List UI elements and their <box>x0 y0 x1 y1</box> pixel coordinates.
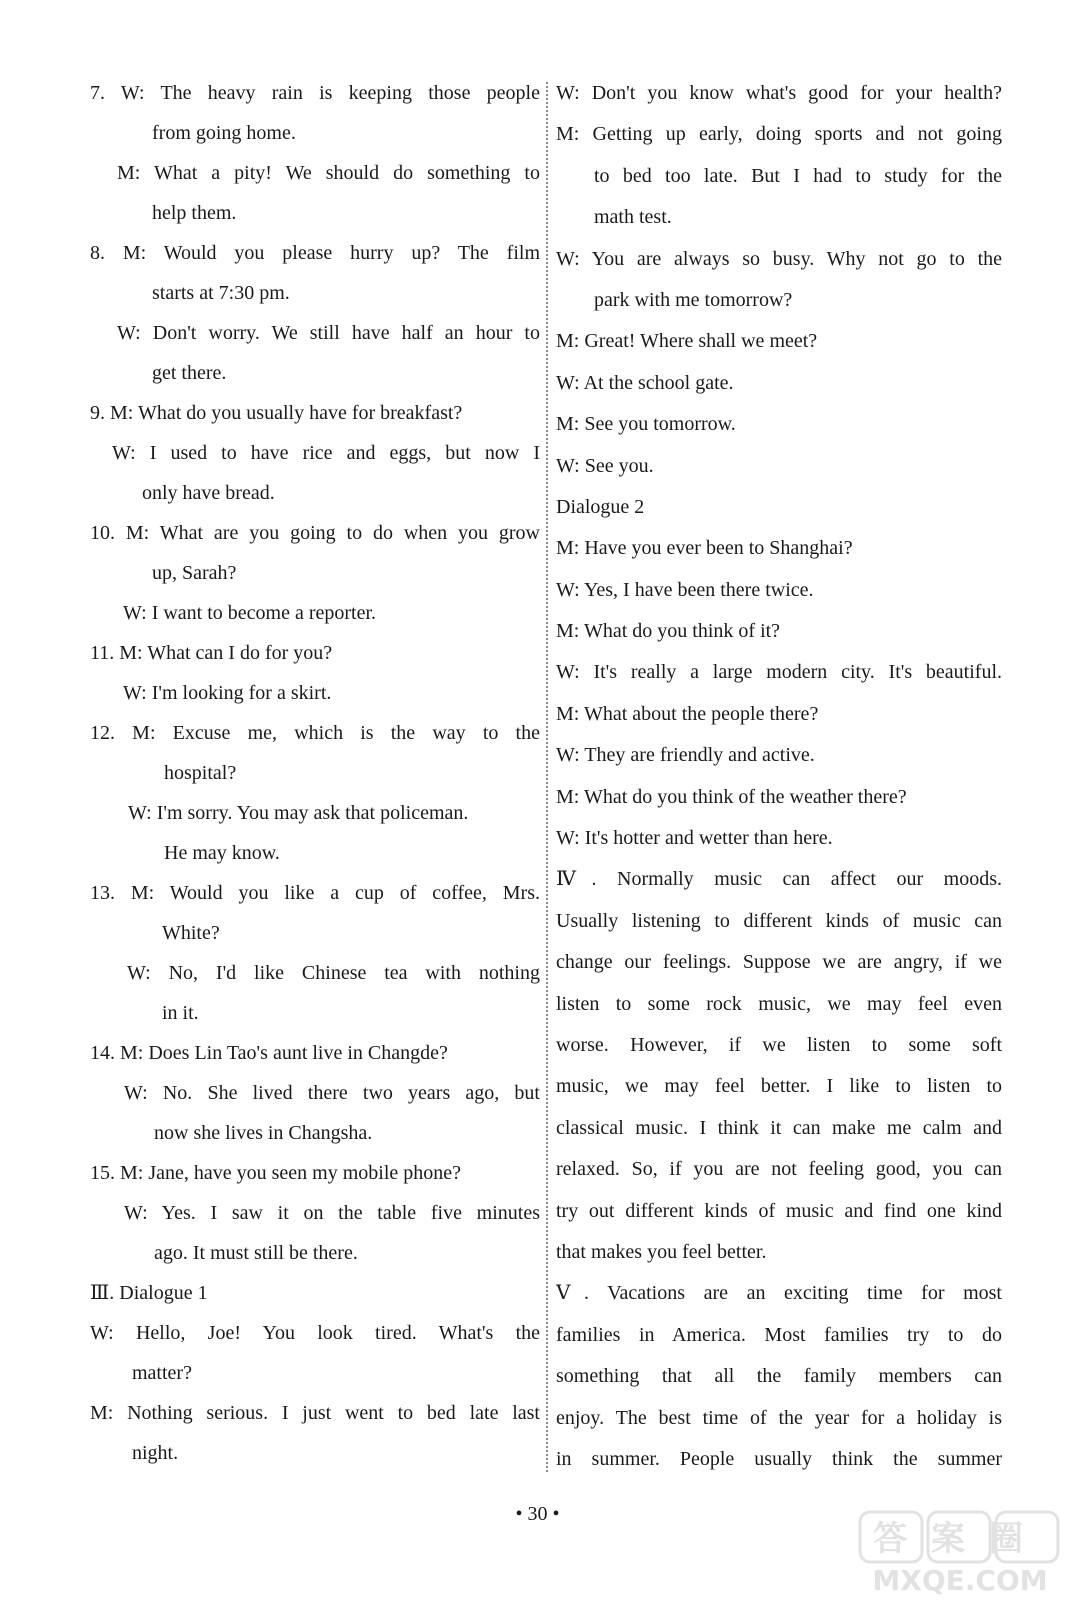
text-line: 15. M: Jane, have you seen my mobile phone? <box>90 1162 462 1184</box>
text-line: up, Sarah? <box>152 562 237 584</box>
text-line: M: Great! Where shall we meet? <box>556 330 818 353</box>
text-line: W: No, I'd like Chinese tea with nothing <box>127 962 540 984</box>
text-line: 13. M: Would you like a cup of coffee, Mrs. <box>90 882 540 904</box>
text-line: relaxed. So, if you are not feeling good, you can <box>556 1158 1002 1181</box>
text-line: W: They are friendly and active. <box>556 744 815 767</box>
text-line: W: It's hotter and wetter than here. <box>556 827 833 850</box>
text-line: something that all the family members can <box>556 1365 1002 1388</box>
text-line: M: Nothing serious. I just went to bed late last <box>90 1402 540 1424</box>
text-line: Dialogue 2 <box>556 495 645 518</box>
text-line: W: At the school gate. <box>556 371 734 394</box>
text-line: W: I'm sorry. You may ask that policeman. <box>128 802 469 824</box>
text-line: W: I used to have rice and eggs, but now I <box>112 442 540 464</box>
text-line: classical music. I think it can make me calm and <box>556 1116 1002 1139</box>
text-line: W: It's really a large modern city. It's beautiful. <box>556 661 1002 684</box>
text-line: W: Don't you know what's good for your health? <box>556 82 1002 104</box>
text-line: M: What do you think of it? <box>556 620 781 643</box>
text-line: now she lives in Changsha. <box>154 1122 373 1144</box>
text-line: M: What about the people there? <box>556 702 819 725</box>
text-line: W: Yes. I saw it on the table five minutes <box>124 1202 540 1224</box>
text-line: music, we may feel better. I like to listen to <box>556 1075 1002 1098</box>
text-line: 7. W: The heavy rain is keeping those people <box>90 82 540 104</box>
watermark-brand: 答案圈 <box>873 1519 1047 1559</box>
text-line: in it. <box>162 1002 199 1024</box>
text-line: M: Have you ever been to Shanghai? <box>556 537 853 560</box>
text-line: only have bread. <box>142 482 275 504</box>
column-divider <box>546 82 548 1472</box>
text-line: in summer. People usually think the summer <box>556 1447 1002 1470</box>
text-line: to bed too late. But I had to study for the <box>594 164 1002 187</box>
text-line: W: I'm looking for a skirt. <box>123 682 332 704</box>
text-line: that makes you feel better. <box>556 1240 767 1263</box>
text-line: change our feelings. Suppose we are angry, if we <box>556 951 1002 974</box>
text-line: 9. M: What do you usually have for breakfast? <box>90 402 463 424</box>
text-line: M: See you tomorrow. <box>556 413 736 436</box>
text-line: 10. M: What are you going to do when you grow <box>90 522 540 544</box>
text-line: M: What a pity! We should do something to <box>117 162 540 184</box>
left-column <box>90 73 540 1473</box>
watermark-logo <box>858 1508 1063 1596</box>
watermark-domain: MXQE.COM <box>872 1564 1048 1596</box>
text-line: from going home. <box>152 122 296 144</box>
right-column <box>556 73 1002 1480</box>
text-line: W: No. She lived there two years ago, but <box>124 1082 540 1104</box>
text-line: Ⅳ. Normally music can affect our moods. <box>556 868 1002 891</box>
text-line: math test. <box>594 206 672 229</box>
text-line: help them. <box>152 202 237 224</box>
text-line: hospital? <box>164 762 237 784</box>
text-line: White? <box>162 922 220 944</box>
text-line: Usually listening to different kinds of music can <box>556 909 1002 932</box>
text-line: enjoy. The best time of the year for a holiday is <box>556 1406 1002 1429</box>
text-line: 8. M: Would you please hurry up? The film <box>90 242 540 264</box>
text-line: 12. M: Excuse me, which is the way to the <box>90 722 540 744</box>
text-line: ago. It must still be there. <box>154 1242 358 1264</box>
text-line: 11. M: What can I do for you? <box>90 642 333 664</box>
text-line: night. <box>132 1442 179 1464</box>
text-line: W: I want to become a reporter. <box>123 602 377 624</box>
text-line: He may know. <box>164 842 280 864</box>
text-line: get there. <box>152 362 227 384</box>
text-line: Ⅴ. Vacations are an exciting time for most <box>556 1282 1002 1305</box>
text-line: W: See you. <box>556 454 654 477</box>
text-line: Ⅲ. Dialogue 1 <box>90 1282 208 1304</box>
text-line: 14. M: Does Lin Tao's aunt live in Changde? <box>90 1042 448 1064</box>
text-line: worse. However, if we listen to some soft <box>556 1033 1002 1056</box>
text-line: W: You are always so busy. Why not go to the <box>556 247 1002 270</box>
text-line: M: What do you think of the weather there? <box>556 785 907 808</box>
text-line: W: Hello, Joe! You look tired. What's the <box>90 1322 540 1344</box>
text-line: W: Yes, I have been there twice. <box>556 578 814 601</box>
text-line: W: Don't worry. We still have half an hour to <box>117 322 540 344</box>
text-line: try out different kinds of music and find one kind <box>556 1199 1002 1222</box>
text-line: starts at 7:30 pm. <box>152 282 290 304</box>
text-line: park with me tomorrow? <box>594 288 793 311</box>
text-line: matter? <box>132 1362 192 1384</box>
page-number: • 30 • <box>515 1503 560 1525</box>
text-line: families in America. Most families try to do <box>556 1323 1002 1346</box>
text-line: M: Getting up early, doing sports and not going <box>556 123 1002 146</box>
text-line: listen to some rock music, we may feel even <box>556 992 1002 1015</box>
